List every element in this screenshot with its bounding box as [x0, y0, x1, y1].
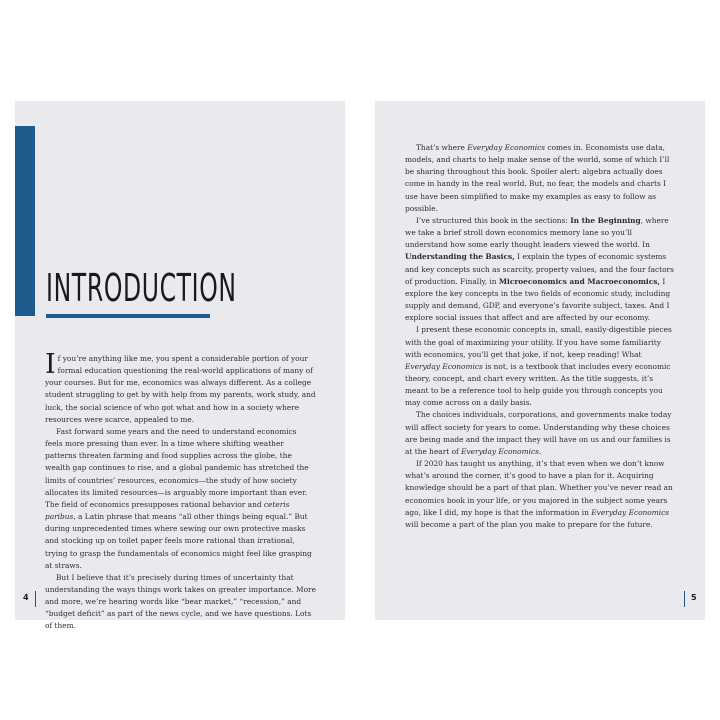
title-underline: [46, 314, 210, 318]
page-number: 5: [691, 593, 697, 602]
paragraph-8: If 2020 has taught us anything, it’s that even when we don’t know what’s around the corner, it’s good to have a plan for it. Acquiring knowledge should be a part of that plan. Whether you’ve never read an economics book in your life, or you majored in the subject some years ago, like I did, my hope is that the information in Everyday Economics will become a part of the plan you make to prepare for the future.: [405, 459, 673, 529]
page-number-rule: [684, 591, 685, 607]
paragraph-5: I’ve structured this book in the sections: In the Beginning, where we take a brief stroll down economics memory lane so you’ll understand how some early thought leaders viewed the world. In Understanding the Basics, I explain the types of economic systems and key concepts such as scarcity, property values, and the four factors of production. Finally, in Microeconomics and Macroeconomics, I explore the key concepts in the two fields of economic study, including supply and demand, GDP, and everyone’s favorite subject, taxes. And I explore social issues that affect and are affected by our economy.: [405, 215, 674, 323]
right-page: [375, 101, 705, 620]
paragraph-3: But I believe that it’s precisely during times of uncertainty that understanding the ways things work takes on greater importance. More and more, we’re hearing words like “bear market,” “recession,” and “budget deficit” as part of the news cycle, and we have questions. Lots of them.: [45, 572, 316, 631]
paragraph-1: If you’re anything like me, you spent a considerable portion of your formal education questioning the real-world applications of many of your courses. But for me, economics was always different. As a college student struggling to get by with help from my parents, work study, and luck, the social science of who got what and how in a society where resources were scarce, appealed to me.: [45, 349, 316, 424]
left-page: [15, 101, 345, 631]
paragraph-6: I present these economic concepts in, small, easily-digestible pieces with the goal of maximizing your utility. If you have some familiarity with economics, you’ll get that joke, if not, keep reading! What Everyday Economics is not, is a textbook that includes every economic theory, concept, and chart every written. As the title suggests, it’s meant to be a reference tool to help guide you through concepts you may come across on a daily basis.: [405, 325, 672, 408]
accent-block: [15, 126, 35, 316]
paragraph-2: Fast forward some years and the need to understand economics feels more pressing than ever. In a time where shifting weather patterns threaten farming and food supplies across the globe, the wealth gap continues to rise, and a global pandemic has stretched the limits of countries’ resources, economics—the study of how society allocates its limited resources—is arguably more important than ever. The field of economics presupposes rational behavior and ceteris paribus, a Latin phrase that means “all other things being equal.” But during unprecedented times where sewing our own protective masks and stocking up on toilet paper feels more rational than irrational, trying to grasp the fundamentals of economics might feel like grasping at straws.: [45, 426, 312, 570]
page-number: 4: [23, 593, 29, 602]
page-number-rule: [35, 591, 36, 607]
left-body-text: [45, 349, 316, 633]
paragraph-4: That’s where Everyday Economics comes in. Economists use data, models, and charts to help make sense of the world, some of which I’ll be sharing throughout this book. Spoiler alert: algebra actually does come in handy in the real world. But, no fear, the models and charts I use have been simplified to make my examples as easy to follow as possible.: [405, 143, 670, 213]
drop-cap: I: [45, 349, 56, 380]
chapter-title: INTRODUCTION: [46, 266, 237, 310]
paragraph-7: The choices individuals, corporations, and governments make today will affect society for years to come. Understanding why these choices are being made and the impact they will have on us and our families is at the heart of Everyday Economics.: [405, 410, 672, 456]
right-body-text: [405, 142, 676, 531]
